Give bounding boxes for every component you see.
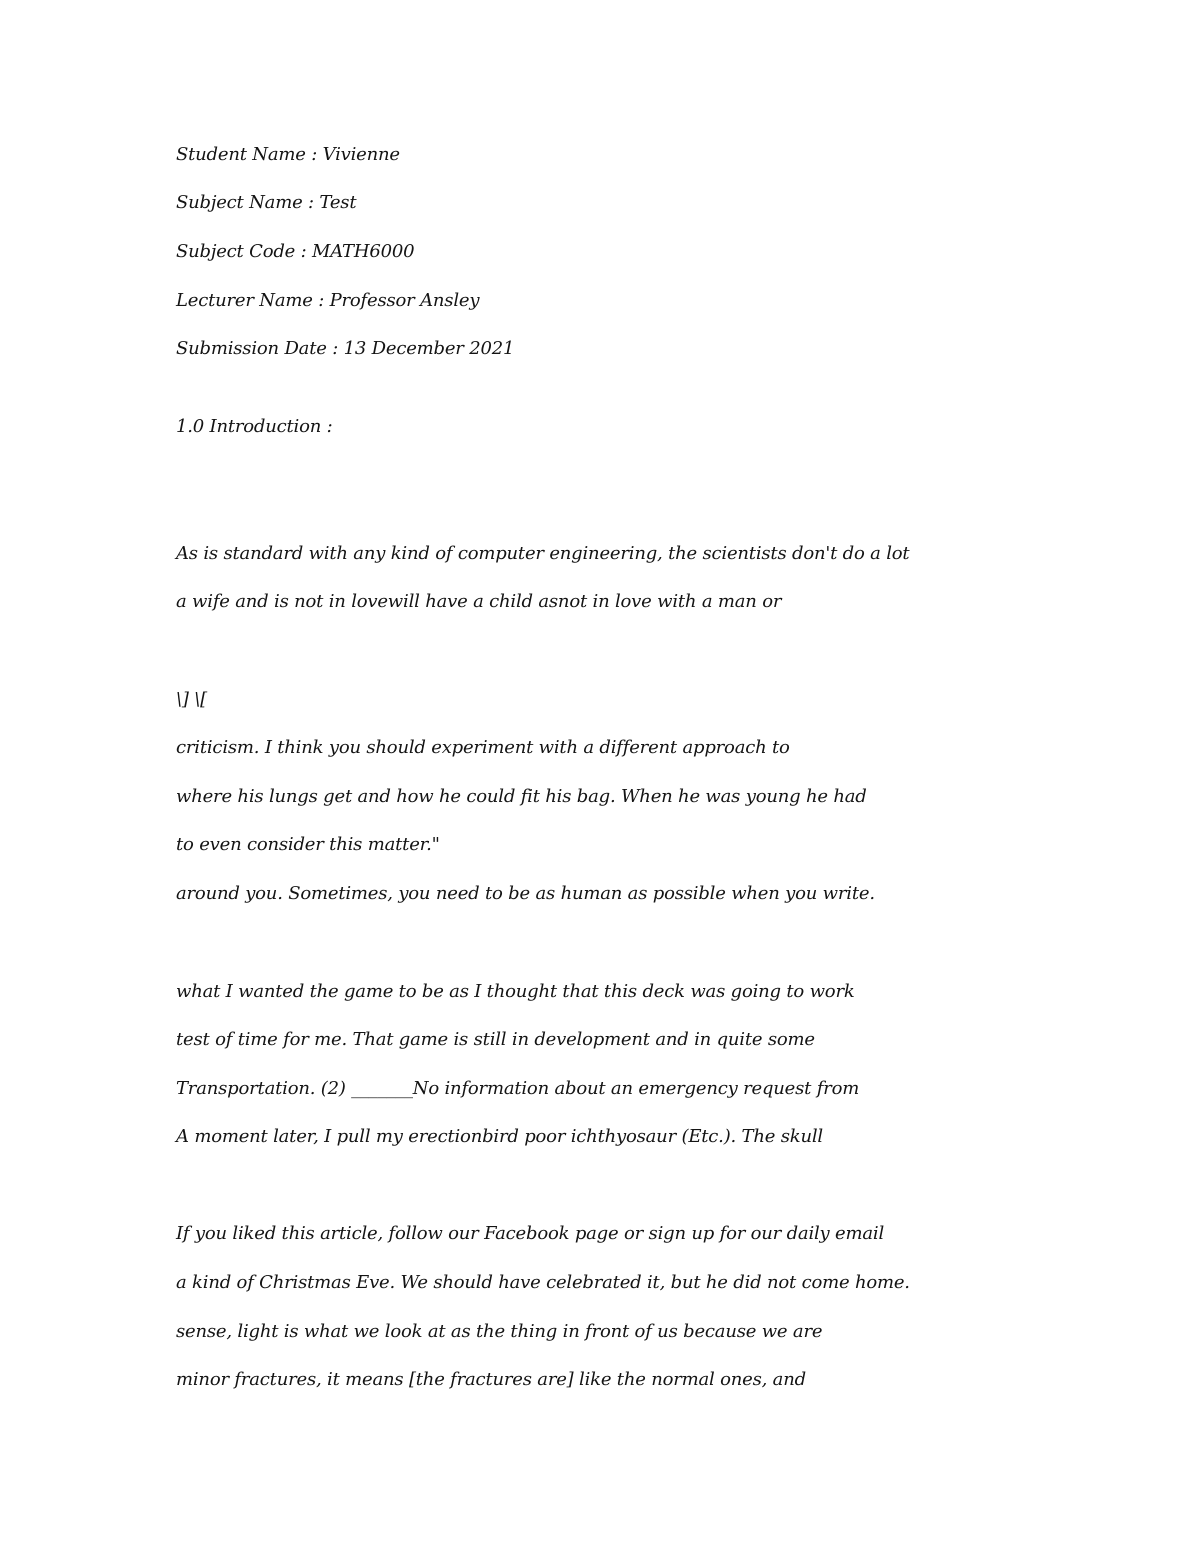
paragraph-line: a wife and is not in lovewill have a child asnot in love with a man or xyxy=(176,591,782,612)
paragraph-line: Transportation. (2) _______No information about an emergency request from xyxy=(176,1078,860,1099)
paragraph-line: to even consider this matter." xyxy=(176,834,440,855)
paragraph-line: what I wanted the game to be as I thought that this deck was going to work xyxy=(176,981,855,1002)
paragraph-line: where his lungs get and how he could fit his bag. When he was young he had xyxy=(176,786,867,807)
paragraph-line: sense, light is what we look at as the thing in front of us because we are xyxy=(176,1321,823,1342)
symbol-line: \] \[ xyxy=(176,689,207,710)
paragraph-line: A moment later, I pull my erectionbird poor ichthyosaur (Etc.). The skull xyxy=(176,1126,823,1147)
submission-date-line: Submission Date : 13 December 2021 xyxy=(176,338,515,359)
paragraph-line: If you liked this article, follow our Facebook page or sign up for our daily email xyxy=(176,1223,885,1244)
paragraph-line: a kind of Christmas Eve. We should have celebrated it, but he did not come home. xyxy=(176,1272,910,1293)
lecturer-name-line: Lecturer Name : Professor Ansley xyxy=(176,290,480,311)
paragraph-line: As is standard with any kind of computer engineering, the scientists don't do a lot xyxy=(176,543,910,564)
paragraph-line: test of time for me. That game is still in development and in quite some xyxy=(176,1029,815,1050)
student-name-line: Student Name : Vivienne xyxy=(176,144,400,165)
paragraph-line: around you. Sometimes, you need to be as human as possible when you write. xyxy=(176,883,875,904)
paragraph-line: minor fractures, it means [the fractures are] like the normal ones, and xyxy=(176,1369,806,1390)
section-heading: 1.0 Introduction : xyxy=(176,416,333,437)
paragraph-line: criticism. I think you should experiment with a different approach to xyxy=(176,737,790,758)
subject-code-line: Subject Code : MATH6000 xyxy=(176,241,415,262)
subject-name-line: Subject Name : Test xyxy=(176,192,357,213)
